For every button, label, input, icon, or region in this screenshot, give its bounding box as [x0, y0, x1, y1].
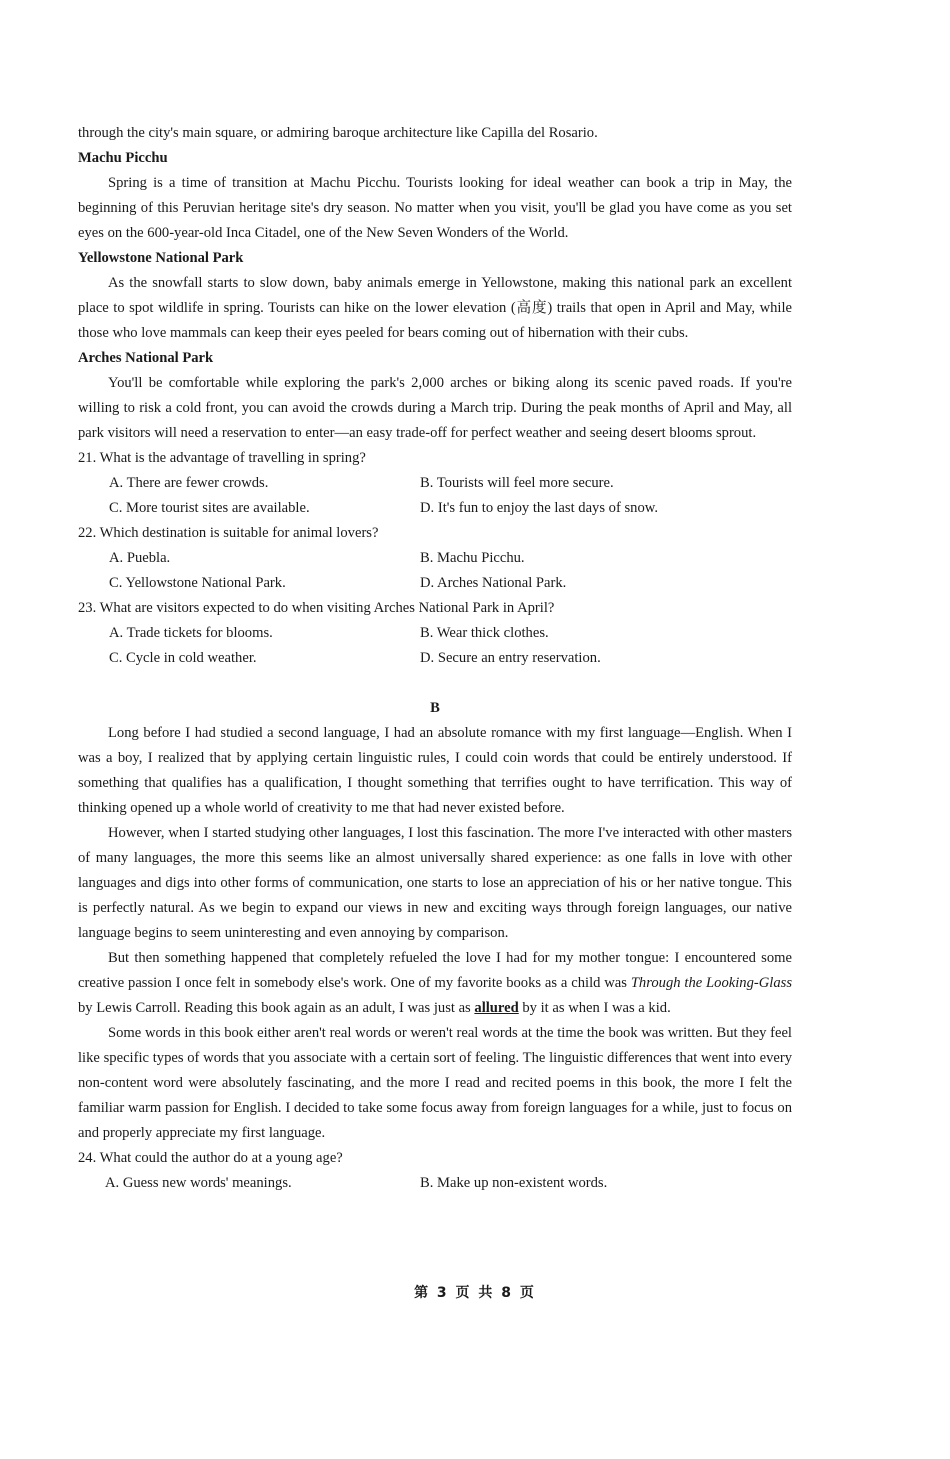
paragraph-b-2: However, when I started studying other languages, I lost this fascination. The more I've interacted with other masters of many languages, the more this seems like an almost universally shared experience: as one falls in love with other languages and digs into other forms of communication, one starts to lose an appreciation of his or her native tongue. This is perfectly natural. As we begin to expand our views in new and exciting ways through foreign languages, our native language begins to seem uninteresting and even annoying by comparison. [78, 825, 792, 941]
paragraph-yellowstone: As the snowfall starts to slow down, baby animals emerge in Yellowstone, making this national park an excellent place to spot wildlife in spring. Tourists can hike on the lower elevation (高度) trails that open in April and May, while those who love mammals can keep their eyes peeled for bears coming out of hibernation with their cubs. [78, 275, 792, 341]
paragraph-b-4: Some words in this book either aren't real words or weren't real words at the time the book was written. But they feel like specific types of words that you associate with a certain sort of feeling. The linguistic differences that went into every non-content word were absolutely fascinating, and the more I read and recited poems in this book, the more I felt the familiar warm passion for English. I decided to take some focus away from foreign languages for a while, just to focus on and properly appreciate my first language. [78, 1025, 792, 1141]
book-title: Through the Looking-Glass [630, 975, 793, 991]
option-21-a: A. There are fewer crowds. [109, 475, 269, 491]
question-22: 22. Which destination is suitable for animal lovers? [78, 525, 379, 541]
option-22-a: A. Puebla. [109, 550, 171, 566]
options-24-row-1 [78, 1171, 792, 1196]
options-21-row-1 [78, 471, 792, 496]
option-24-a: A. Guess new words' meanings. [105, 1175, 292, 1191]
section-b-label: B [430, 700, 440, 716]
option-22-c: C. Yellowstone National Park. [109, 575, 286, 591]
question-23: 23. What are visitors expected to do when visiting Arches National Park in April? [78, 600, 555, 616]
paragraph-b-3-part-1: But then something happened that completely refueled the love I had for my mother tongue: I encountered some creative passion I once felt in somebody else's work. One of my favorite books as a child was [78, 950, 792, 991]
options-22-row-2 [78, 571, 792, 596]
option-21-c: C. More tourist sites are available. [109, 500, 310, 516]
options-21-row-2 [78, 496, 792, 521]
option-23-a: A. Trade tickets for blooms. [109, 625, 273, 641]
question-24: 24. What could the author do at a young age? [78, 1150, 343, 1166]
option-23-d: D. Secure an entry reservation. [420, 650, 601, 666]
paragraph-b-3-part-3: by it as when I was a kid. [518, 1000, 671, 1016]
paragraph-b-3 [78, 946, 792, 1021]
options-23-row-1 [78, 621, 792, 646]
option-21-b: B. Tourists will feel more secure. [420, 475, 614, 491]
option-22-b: B. Machu Picchu. [420, 550, 525, 566]
option-24-b: B. Make up non-existent words. [420, 1175, 608, 1191]
options-23-row-2 [78, 646, 792, 671]
underlined-word: allured [474, 1000, 519, 1016]
paragraph-b-3-part-2: by Lewis Carroll. Reading this book again as an adult, I was just as [78, 1000, 475, 1016]
paragraph-arches: You'll be comfortable while exploring the park's 2,000 arches or biking along its scenic paved roads. If you're willing to risk a cold front, you can avoid the crowds during a March trip. During the peak months of April and May, all park visitors will need a reservation to enter—an easy trade-off for perfect weather and seeing desert blooms sprout. [78, 375, 792, 441]
option-21-d: D. It's fun to enjoy the last days of snow. [420, 500, 658, 516]
paragraph-b-1: Long before I had studied a second language, I had an absolute romance with my first language—English. When I was a boy, I realized that by applying certain linguistic rules, I could coin words that could be entirely understood. If something that qualifies has a qualification, I thought something that terrifies ought to have terrification. This way of thinking opened up a whole world of creativity to me that had never existed before. [78, 725, 792, 816]
option-23-b: B. Wear thick clothes. [420, 625, 549, 641]
option-22-d: D. Arches National Park. [420, 575, 567, 591]
option-23-c: C. Cycle in cold weather. [109, 650, 257, 666]
options-22-row-1 [78, 546, 792, 571]
question-21: 21. What is the advantage of travelling in spring? [78, 450, 366, 466]
intro-tail: through the city's main square, or admiring baroque architecture like Capilla del Rosario. [78, 125, 598, 141]
page-content [78, 121, 792, 1196]
heading-arches: Arches National Park [78, 350, 214, 366]
paragraph-machu-picchu: Spring is a time of transition at Machu Picchu. Tourists looking for ideal weather can book a trip in May, the beginning of this Peruvian heritage site's dry season. No matter when you visit, you'll be glad you have come as you set eyes on the 600-year-old Inca Citadel, one of the New Seven Wonders of the World. [78, 175, 792, 241]
page-number-footer: 第 3 页 共 8 页 [414, 1285, 536, 1301]
heading-yellowstone: Yellowstone National Park [78, 250, 244, 266]
heading-machu-picchu: Machu Picchu [78, 150, 168, 166]
